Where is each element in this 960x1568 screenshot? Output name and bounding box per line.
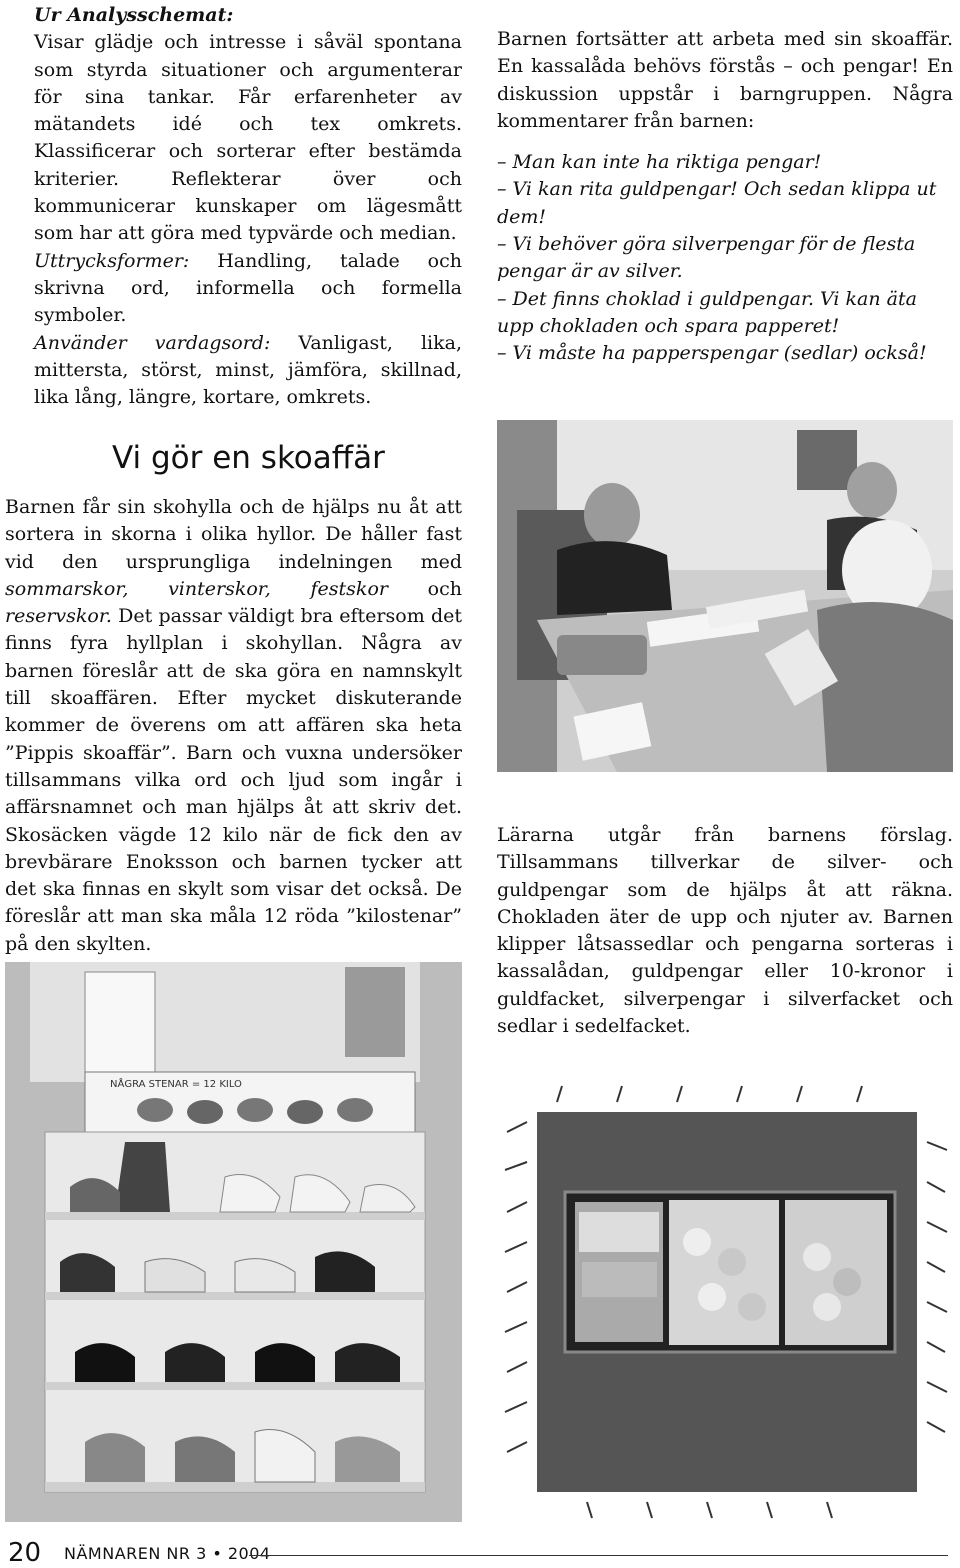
body-italic-2: reservskor. bbox=[5, 605, 112, 628]
photo-cash-box bbox=[497, 1082, 953, 1522]
expressions-text: Handling, talade och skrivna ord, informella och formella symboler. bbox=[34, 249, 462, 327]
left-column bbox=[34, 2, 462, 411]
right-column-bottom bbox=[497, 822, 953, 1040]
everyday-text: Vanligast, lika, mittersta, störst, minst, jämföra, skillnad, lika lång, längre, kortare, omkrets. bbox=[34, 331, 462, 409]
right-body: Lärarna utgår från barnens förslag. Tillsammans tillverkar de silver- och guldpengar som de hjälps åt att räkna. Chokladen äter de upp och njuter av. Barnen klipper låtsassedlar och pengarna sorteras i kassalådan, guldpengar eller 10-kronor i guldfacket, silverpengar i silverfacket och sedlar i sedelfacket. bbox=[497, 824, 953, 1038]
page-footer bbox=[4, 1538, 960, 1568]
right-intro: Barnen fortsätter att arbeta med sin skoaffär. En kassalåda behövs förstås – och pengar! En diskussion uppstår i barngruppen. Några kommentarer från barnen: bbox=[497, 28, 953, 132]
section-title: Vi gör en skoaffär bbox=[112, 440, 385, 476]
right-column-top bbox=[497, 26, 953, 368]
footer-rule bbox=[249, 1555, 948, 1556]
photo-children-table bbox=[497, 420, 953, 772]
quotes-list bbox=[497, 149, 953, 367]
body-italic-1: sommarskor, vinterskor, festskor bbox=[5, 577, 388, 600]
expressions-paragraph bbox=[34, 248, 462, 330]
journal-name: NÄMNAREN NR 3 • 2004 bbox=[64, 1544, 271, 1563]
body-text-2: Det passar väldigt bra eftersom det finns fyra hyllplan i skohyllan. Några av barnen föreslår att de ska göra en namnskylt till skoaffären. Efter mycket diskuterande kommer de överens om att affären ska heta ”Pippis skoaffär”. Barn och vuxna undersöker tillsammans vilka ord och ljud som ingår i affärsnamnet och man hjälps åt att skriv det. Skosäcken vägde 12 kilo när de fick den av brevbärare Enoksson och barnen tycker att det ska finnas en skylt som visar det också. De föreslår att man ska måla 12 röda ”kilostenar” på den skylten. bbox=[5, 605, 462, 955]
page-number: 20 bbox=[8, 1538, 42, 1568]
left-body bbox=[5, 494, 462, 958]
cash-box-image bbox=[497, 1082, 953, 1522]
quote-item: – Vi behöver göra silverpengar för de flesta pengar är av silver. bbox=[497, 233, 916, 283]
quote-item: – Man kan inte ha riktiga pengar! bbox=[497, 151, 822, 174]
quote-item: – Det finns choklad i guldpengar. Vi kan äta upp chokladen och spara papperet! bbox=[497, 287, 917, 337]
body-text-1: Barnen får sin skohylla och de hjälps nu åt att sortera in skorna i olika hyllor. De håller fast vid den ursprungliga indelningen med bbox=[5, 496, 462, 573]
analysis-heading: Ur Analysschemat: bbox=[34, 4, 234, 26]
body-text-and: och bbox=[387, 577, 462, 600]
everyday-paragraph bbox=[34, 330, 462, 412]
quote-item: – Vi måste ha papperspengar (sedlar) också! bbox=[497, 342, 927, 365]
children-table-image bbox=[497, 420, 953, 772]
quote-item: – Vi kan rita guldpengar! Och sedan klippa ut dem! bbox=[497, 178, 937, 228]
shoe-shelf-image bbox=[5, 962, 462, 1522]
analysis-text: Visar glädje och intresse i såväl spontana som styrda situationer och argumenterar för sina tankar. Får erfarenheter av mätandets idé och tex omkrets. Klassificerar och sorterar efter bestämda kriterier. Reflekterar över och kommunicerar kunskaper om lägesmått som har att göra med typvärde och median. bbox=[34, 31, 462, 245]
analysis-paragraph bbox=[34, 2, 462, 248]
photo-shoe-shelf bbox=[5, 962, 462, 1522]
expressions-label: Uttrycksformer: bbox=[34, 249, 190, 272]
everyday-label: Använder vardagsord: bbox=[34, 331, 271, 354]
kilo-sign-text: NÅGRA STENAR = 12 KILO bbox=[110, 1079, 242, 1090]
left-body-paragraph bbox=[5, 494, 462, 958]
